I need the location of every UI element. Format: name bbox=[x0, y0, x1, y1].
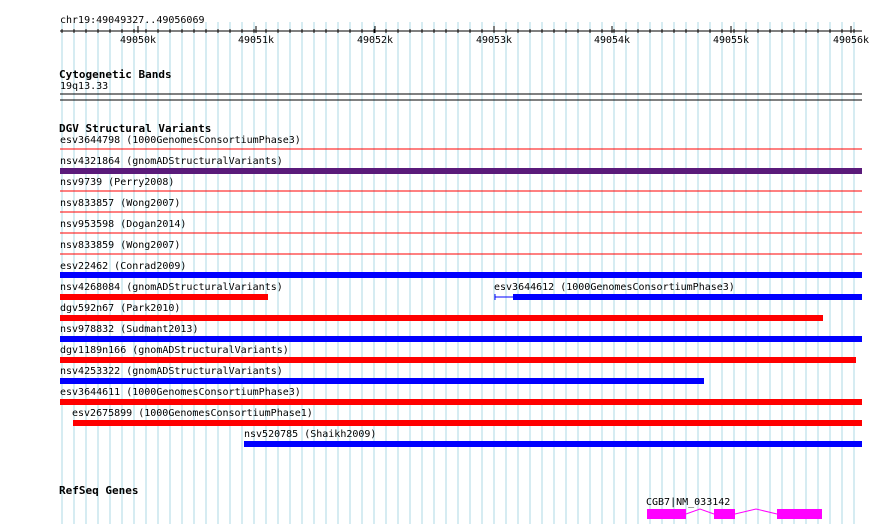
dgv-feature-label[interactable]: esv3644798 (1000GenomesConsortiumPhase3) bbox=[60, 135, 301, 146]
ruler-tick-label: 49054k bbox=[593, 35, 631, 46]
dgv-feature-label[interactable]: nsv953598 (Dogan2014) bbox=[60, 219, 187, 230]
dgv-feature-label[interactable]: nsv520785 (Shaikh2009) bbox=[244, 429, 377, 440]
track-title-dgv: DGV Structural Variants bbox=[59, 122, 212, 135]
ruler-tick-label: 49056k bbox=[832, 35, 870, 46]
dgv-feature-label[interactable]: esv3644612 (1000GenomesConsortiumPhase3) bbox=[494, 282, 735, 293]
dgv-feature-label[interactable]: nsv833859 (Wong2007) bbox=[60, 240, 181, 251]
ruler-tick-label: 49053k bbox=[475, 35, 513, 46]
dgv-feature-bar[interactable] bbox=[60, 272, 862, 278]
track-title-cytoband: Cytogenetic Bands bbox=[59, 68, 172, 81]
dgv-feature-label[interactable]: nsv4253322 (gnomADStructuralVariants) bbox=[60, 366, 283, 377]
dgv-feature-bar[interactable] bbox=[60, 315, 823, 321]
gene-intron bbox=[735, 509, 777, 514]
dgv-feature-bar[interactable] bbox=[60, 378, 704, 384]
dgv-feature-label[interactable]: esv2675899 (1000GenomesConsortiumPhase1) bbox=[72, 408, 313, 419]
dgv-feature-bar[interactable] bbox=[60, 294, 268, 300]
dgv-feature-label[interactable]: esv3644611 (1000GenomesConsortiumPhase3) bbox=[60, 387, 301, 398]
dgv-feature-label[interactable]: nsv833857 (Wong2007) bbox=[60, 198, 181, 209]
gene-exon[interactable] bbox=[647, 509, 686, 519]
dgv-feature-bar[interactable] bbox=[244, 441, 862, 447]
cytoband-label: 19q13.33 bbox=[60, 81, 109, 92]
gene-exon[interactable] bbox=[714, 509, 735, 519]
dgv-feature-label[interactable]: nsv978832 (Sudmant2013) bbox=[60, 324, 199, 335]
dgv-feature-label[interactable]: nsv4268084 (gnomADStructuralVariants) bbox=[60, 282, 283, 293]
dgv-feature-label[interactable]: esv22462 (Conrad2009) bbox=[60, 261, 187, 272]
ruler-tick-label: 49055k bbox=[712, 35, 750, 46]
gene-label[interactable]: CGB7|NM_033142 bbox=[646, 497, 731, 508]
dgv-feature-bar[interactable] bbox=[60, 357, 856, 363]
dgv-feature-label[interactable]: dgv592n67 (Park2010) bbox=[60, 303, 181, 314]
track-title-refseq: RefSeq Genes bbox=[59, 484, 139, 497]
region-label: chr19:49049327..49056069 bbox=[60, 15, 205, 26]
gene-exon[interactable] bbox=[777, 509, 822, 519]
dgv-feature-bar[interactable] bbox=[73, 420, 862, 426]
dgv-feature-bar[interactable] bbox=[60, 336, 862, 342]
ruler-tick-label: 49051k bbox=[237, 35, 275, 46]
ruler-tick-label: 49050k bbox=[119, 35, 157, 46]
dgv-feature-bar[interactable] bbox=[513, 294, 862, 300]
dgv-feature-bar[interactable] bbox=[60, 168, 862, 174]
dgv-feature-label[interactable]: nsv4321864 (gnomADStructuralVariants) bbox=[60, 156, 283, 167]
dgv-feature-label[interactable]: nsv9739 (Perry2008) bbox=[60, 177, 175, 188]
dgv-feature-label[interactable]: dgv1189n166 (gnomADStructuralVariants) bbox=[60, 345, 289, 356]
ruler-tick-label: 49052k bbox=[356, 35, 394, 46]
dgv-feature-bar[interactable] bbox=[60, 399, 862, 405]
